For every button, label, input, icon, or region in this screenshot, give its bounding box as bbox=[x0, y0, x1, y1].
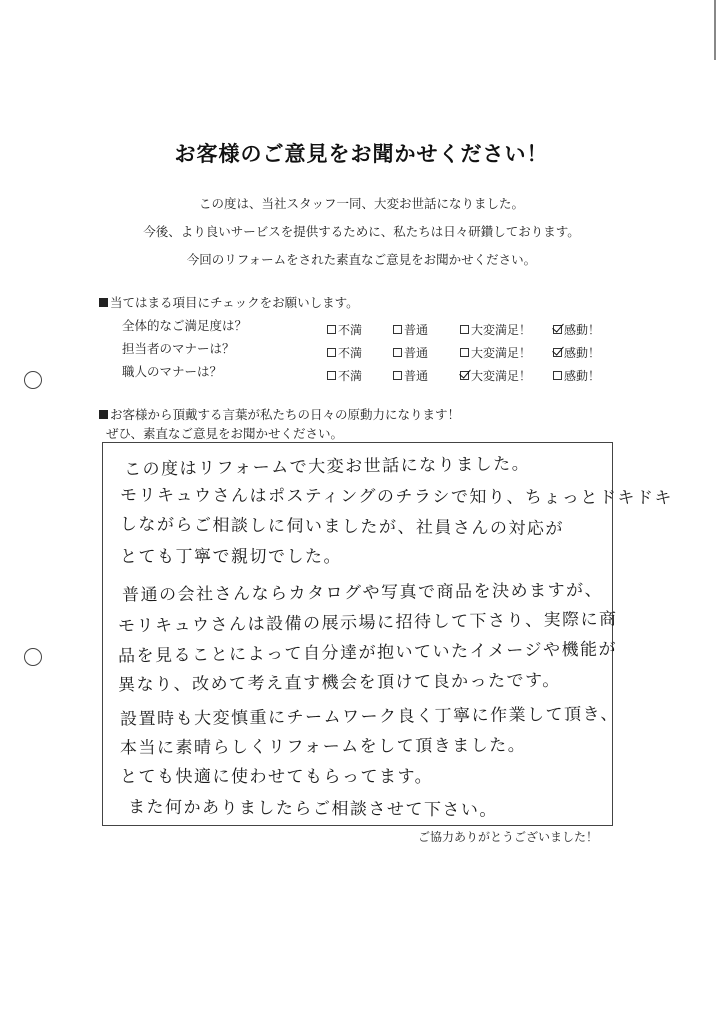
option-average[interactable]: 普通 bbox=[393, 321, 428, 338]
handwritten-line: モリキュウさんは設備の展示場に招待して下さり、実際に商 bbox=[117, 609, 618, 637]
checked-checkbox-icon[interactable] bbox=[460, 371, 469, 380]
checkbox-icon[interactable] bbox=[327, 371, 336, 380]
handwritten-line: 普通の会社さんならカタログや写真で商品を決めますが、 bbox=[121, 580, 604, 606]
option-dissatisfied[interactable]: 不満 bbox=[327, 367, 362, 384]
question-craftsman-manner: 職人のマナーは？ bbox=[122, 364, 223, 379]
checkbox-icon[interactable] bbox=[393, 325, 402, 334]
survey-heading: 当てはまる項目にチェックをお願いします。 bbox=[99, 293, 359, 311]
intro-line-1: この度は、当社スタッフ一同、大変お世話になりました。 bbox=[198, 196, 524, 211]
handwritten-line: モリキュウさんはポスティングのチラシで知り、ちょっとドキドキ bbox=[119, 485, 674, 509]
handwritten-line: この度はリフォームで大変お世話になりました。 bbox=[123, 454, 531, 480]
checkbox-icon[interactable] bbox=[393, 348, 402, 357]
question-staff-manner: 担当者のマナーは？ bbox=[122, 341, 235, 356]
option-impressed[interactable]: 感動！ bbox=[553, 367, 600, 384]
checkbox-icon[interactable] bbox=[327, 325, 336, 334]
comments-subheading: ぜひ、素直なご意見をお聞かせください。 bbox=[106, 426, 344, 441]
checkbox-icon[interactable] bbox=[460, 348, 469, 357]
checked-checkbox-icon[interactable] bbox=[553, 325, 562, 334]
question-overall-satisfaction: 全体的なご満足度は？ bbox=[122, 318, 248, 333]
punch-hole-icon bbox=[24, 371, 42, 389]
option-impressed[interactable]: 感動！ bbox=[553, 344, 600, 361]
option-average[interactable]: 普通 bbox=[393, 344, 428, 361]
checked-checkbox-icon[interactable] bbox=[553, 348, 562, 357]
handwritten-line: 本当に素晴らしくリフォームをして頂きました。 bbox=[119, 735, 527, 759]
square-bullet-icon bbox=[99, 410, 108, 419]
punch-hole-icon bbox=[24, 648, 42, 666]
option-very-satisfied[interactable]: 大変満足！ bbox=[460, 344, 531, 361]
handwritten-line: 設置時も大変慎重にチームワーク良く丁寧に作業して頂き、 bbox=[119, 704, 619, 730]
option-very-satisfied[interactable]: 大変満足！ bbox=[460, 367, 531, 384]
checkbox-icon[interactable] bbox=[553, 371, 562, 380]
handwritten-line: しながらご相談しに伺いましたが、社員さんの対応が bbox=[119, 514, 565, 540]
page-title: お客様のご意見をお聞かせください！ bbox=[174, 142, 549, 166]
option-dissatisfied[interactable]: 不満 bbox=[327, 344, 362, 361]
checkbox-icon[interactable] bbox=[327, 348, 336, 357]
option-average[interactable]: 普通 bbox=[393, 367, 428, 384]
handwritten-line: とても丁寧で親切でした。 bbox=[120, 547, 342, 567]
handwritten-line: とても快適に使わせてもらってます。 bbox=[120, 767, 434, 787]
handwritten-line: 品を見ることによって自分達が抱いていたイメージや機能が bbox=[117, 639, 618, 667]
checkbox-icon[interactable] bbox=[460, 325, 469, 334]
checkbox-icon[interactable] bbox=[393, 371, 402, 380]
option-very-satisfied[interactable]: 大変満足！ bbox=[460, 321, 531, 338]
intro-line-3: 今回のリフォームをされた素直なご意見をお聞かせください。 bbox=[186, 252, 537, 267]
thanks-message: ご協力ありがとうございました！ bbox=[418, 830, 599, 844]
intro-line-2: 今後、より良いサービスを提供するために、私たちは日々研鑽しております。 bbox=[143, 224, 580, 239]
comments-heading: お客様から頂戴する言葉が私たちの日々の原動力になります！ bbox=[99, 405, 460, 423]
scan-edge-mark bbox=[714, 0, 716, 60]
handwritten-line: 異なり、改めて考え直す機会を頂けて良かったです。 bbox=[117, 670, 561, 696]
option-dissatisfied[interactable]: 不満 bbox=[327, 321, 362, 338]
option-impressed[interactable]: 感動！ bbox=[553, 321, 600, 338]
handwritten-line: また何かありましたらご相談させて下さい。 bbox=[127, 797, 499, 821]
square-bullet-icon bbox=[99, 298, 108, 307]
